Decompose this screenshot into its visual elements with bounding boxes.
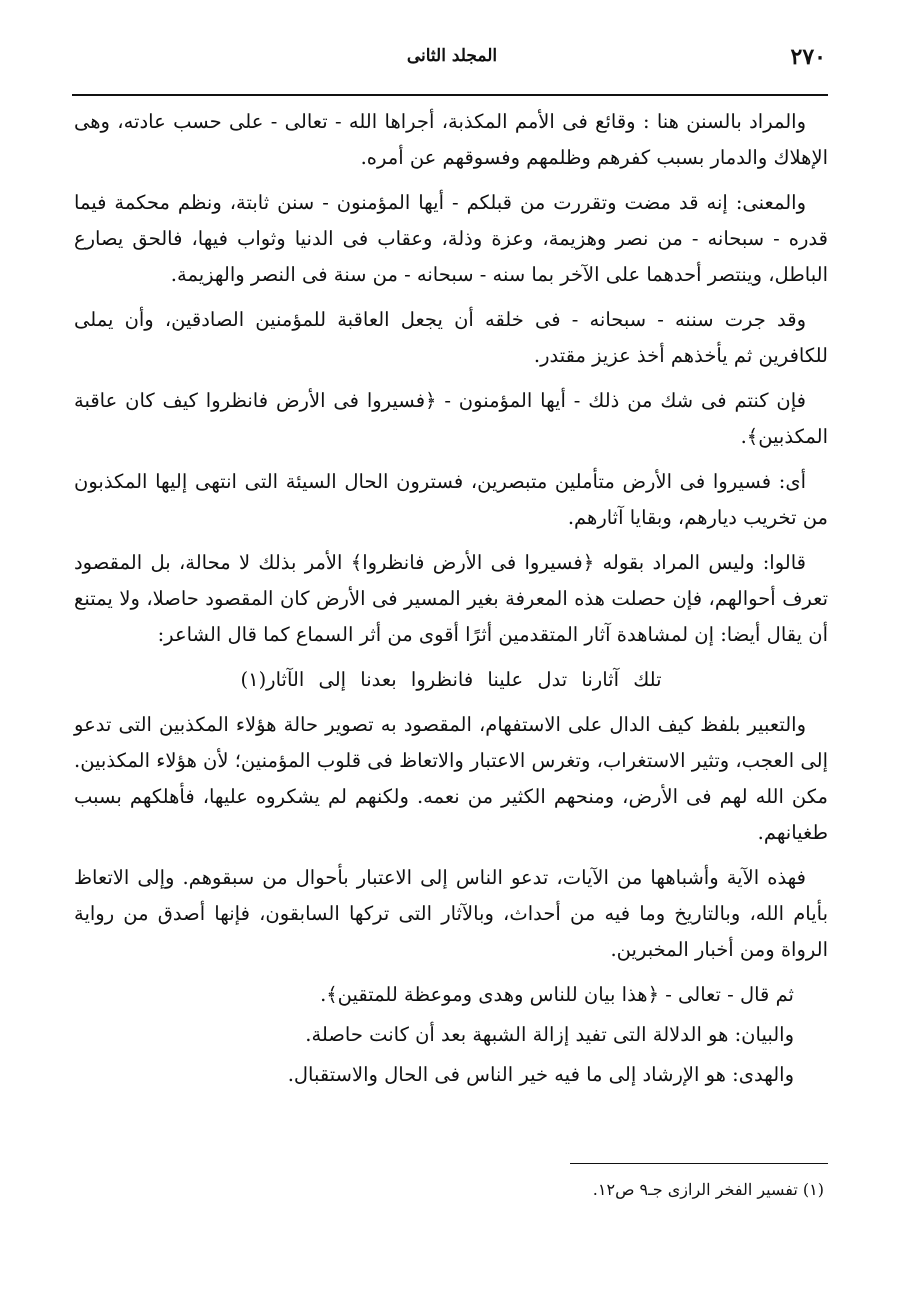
paragraph-divine-law: وقد جرت سننه - سبحانه - فى خلقه أن يجعل العاقبة للمؤمنين الصادقين، وأن يملى للكافرين ثم يأخذهم أخذ عزيز مقتدر.	[74, 308, 828, 367]
footnote-divider	[570, 1163, 828, 1164]
footnote: (١) تفسير الفخر الرازى جـ٩ ص١٢.	[592, 1180, 824, 1199]
paragraph-scholars-view: قالوا: وليس المراد بقوله ﴿فسيروا فى الأرض فانظروا﴾ الأمر بذلك لا محالة، بل المقصود تعرف أحوالهم، فإن حصلت هذه المعرفة بغير المسير فى الأرض كان المقصود حاصلا، ولا يمتنع أن يقال أيضا: إن لمشاهدة آثار المتقدمين أثرًا أقوى من أثر السماع كما قال الشاعر:	[74, 551, 828, 646]
page-number: ٢٧٠	[790, 44, 826, 70]
paragraph-interrogative: والتعبير بلفظ كيف الدال على الاستفهام، المقصود به تصوير حالة هؤلاء المكذبين التى تدعو إلى العجب، وتثير الاستغراب، وتغرس الاعتبار والاتعاظ فى قلوب المؤمنين؛ لأن هؤلاء المكذبين. مكن الله لهم فى الأرض، ومنحهم الكثير من نعمه. ولكنهم لم يشكروه عليها، فأهلكهم بسبب طغيانهم.	[74, 713, 828, 844]
paragraph-meaning: والمعنى: إنه قد مضت وتقررت من قبلكم - أيها المؤمنون - سنن ثابتة، ونظم محكمة فيما قدره - سبحانه - من نصر وهزيمة، وعزة وذلة، وعقاب فى الدنيا وثواب فيها، فالحق يصارع الباطل، وينتصر أحدهما على الآخر بما سنه - سبحانه - من سنة فى النصر والهزيمة.	[74, 191, 828, 286]
page-body	[74, 104, 828, 1097]
poetry-verse: تلك آثارنا تدل علينا فانظروا بعدنا إلى الآثار(١)	[240, 668, 662, 691]
running-title: المجلد الثانى	[406, 46, 498, 66]
header-divider	[72, 94, 828, 96]
paragraph-bayan-definition: والبيان: هو الدلالة التى تفيد إزالة الشبهة بعد أن كانت حاصلة.	[305, 1023, 794, 1046]
paragraph-lessons: فهذه الآية وأشباهها من الآيات، تدعو الناس إلى الاعتبار بأحوال من سبقوهم. وإلى الاتعاظ بأيام الله، وبالتاريخ وما فيه من أحداث، وبالآثار التى تركها السابقون، فإنها أصدق من رواية الرواة ومن أخبار المخبرين.	[74, 866, 828, 961]
paragraph-verse-quote: ثم قال - تعالى - ﴿هذا بيان للناس وهدى وموعظة للمتقين﴾.	[320, 983, 794, 1006]
paragraph-explanation: أى: فسيروا فى الأرض متأملين متبصرين، فسترون الحال السيئة التى انتهى إليها المكذبون من تخريب ديارهم، وبقايا آثارهم.	[74, 470, 828, 529]
paragraph-sunan-meaning: والمراد بالسنن هنا : وقائع فى الأمم المكذبة، أجراها الله - تعالى - على حسب عادته، وهى الإهلاك والدمار بسبب كفرهم وظلمهم وفسوقهم عن أمره.	[74, 110, 828, 169]
paragraph-travel-command: فإن كنتم فى شك من ذلك - أيها المؤمنون - ﴿فسيروا فى الأرض فانظروا كيف كان عاقبة المكذبين﴾.	[74, 389, 828, 448]
page-header	[78, 44, 826, 82]
paragraph-huda-definition: والهدى: هو الإرشاد إلى ما فيه خير الناس فى الحال والاستقبال.	[287, 1063, 794, 1086]
